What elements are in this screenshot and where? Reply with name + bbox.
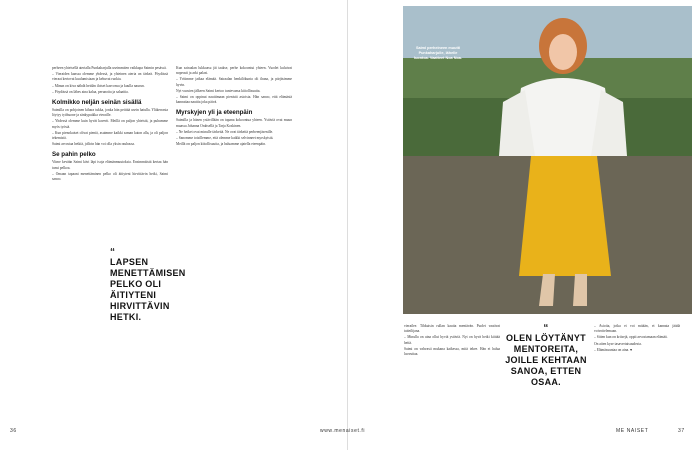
paragraph: Saimilla ja hänen ystävillään on tapana kokoontua yhteen. Ystäviä ovat muun muassa Johanna Orahsellä ja Tarja Koskinen. (176, 118, 292, 128)
footer-url: www.menaiset.fi (320, 428, 366, 434)
page-number-left: 36 (10, 428, 17, 434)
photo-caption: Saimi perheineen muutti Punkaharjulle, lähelle luontoa. Vaatteet Noa Noa. (414, 46, 462, 60)
magazine-brand: ME NAISET (616, 428, 649, 434)
section-heading: Se pahin pelko (52, 151, 96, 159)
pull-quote (110, 247, 186, 323)
quote-mark-icon: “ (543, 323, 549, 334)
paragraph: Meillä on paljon kiitollisuutta, ja haluamme ajatella eteenpäin. (176, 142, 266, 147)
paragraph: – Ne hetket ovat minulle tärkeitä. Ne ovat tärkeitä perheenjäsenille. (176, 129, 274, 134)
paragraph: – Minun on kiva nähdä heidän iloiset kasvonsa ja kuulla naurun. (52, 83, 145, 88)
paragraph: – Elämäsuuntaa on aina. ♥ (594, 347, 633, 352)
left-column-2 (176, 66, 292, 148)
quote-mark-icon: “ (110, 247, 116, 258)
paragraph: Nyt vuosien jälkeen Saimi kertoo tuntevansa kiitollisuutta. (176, 88, 261, 93)
pull-quote-text: LAPSEN MENETTÄMISEN PELKO OLI ÄITIYTENI HIRVITTÄVIN HETKI. (110, 257, 186, 322)
left-column-1 (52, 66, 168, 183)
paragraph: – Asioita, jotka ei voi mitään, ei kannata jäädä voivottelemaan. (594, 324, 680, 334)
paragraph: – Vieraiden kanssa olemme yhdessä, ja yhteinen ateria on tärkeä. Pöydässä vieraat kertovat kuulumisiaan ja kehuvat ruokia. (52, 72, 168, 82)
right-column-1 (404, 324, 500, 358)
paragraph: – Sitten kun on kriisejä, oppii arvostamaan elämää. (594, 335, 668, 340)
paragraph: – Saimi on oppinut nauttimaan pienistä asioista. Hän sanoo, että elämästä kannattaa nauttia joka päivä. (176, 95, 292, 105)
paragraph: – Yritimme jatkaa elämää. Sairaalan henkilökunta oli ihana, ja pärjäsimme hyvin. (176, 77, 292, 87)
paragraph: On aiten kyse tasavertaisuudesta. (594, 341, 642, 346)
paragraph: perheen yhteisellä aterialla Punkaharjulla useimmiten vaikkapa Saimin pesässä. (52, 66, 167, 70)
paragraph: – Sanomme toisillemme, että olemme kaikki selvinneet myrskyistä. (176, 136, 274, 141)
pull-quote (505, 324, 587, 388)
pull-quote-text: OLEN LÖYTÄNYT MENTOREITA, JOILLE KEHTAAN SANOA, ETTEN OSAA. (505, 333, 587, 387)
paragraph: Kun sairaalan lukkoasu jäi taakse, perhe kokoontui yhteen. Vuodet kuluivat nopeasti ja arki palasi. (176, 66, 292, 76)
paragraph: – Minulla on aina ollut hyviä ystäviä. Nyt on hyvä hetki kiittää heitä. (404, 335, 500, 345)
section-heading: Myrskyjen yli ja eteenpäin (176, 109, 253, 117)
section-heading: Kolmikko neljän seinän sisällä (52, 99, 142, 107)
paragraph: – Pöydässä on lähes aina kalaa, perunoita ja salaattia. (52, 89, 129, 94)
paragraph: – Kun pienokaiset olivat pieniä, asuimme kaikki saman katon alla, ja oli paljon tekemistä. (52, 130, 168, 141)
page-number-right: 37 (678, 428, 685, 434)
paragraph: – Omaan tapaani menettäminen pelko oli äitiyteni hirvittävin hetki, Saimi sanoo. (52, 171, 168, 182)
right-column-3 (594, 324, 680, 354)
paragraph: – Yhdessä olemme kuin hyvät kaverit. Meillä on paljon yhteistä, ja puhumme myös työstä. (52, 119, 168, 129)
paragraph: Saimi on vahvasti mukana kaikessa, mitä tekee. Hän ei halua luovuttaa. (404, 346, 500, 357)
paragraph: vierailee. Tihkuisin rullan kautta mentävän. Puolet vaativat taiteilijana. (404, 324, 500, 334)
paragraph: Viime kevään Saimi kävi läpi isoja elämänmuutoksia. Ensimmäistä kertaa hän tunsi pelkoa. (52, 160, 168, 170)
paragraph: Saimilla on pohjoinen kihara tukka, jonka hän peittää usein hatulla. Yläkerrasta löytyy työhuone ja sänkypaikka vieraille. (52, 108, 168, 118)
paragraph: Saimi arvostaa hetkiä, jolloin hän voi olla yksin rauhassa. (52, 142, 135, 147)
